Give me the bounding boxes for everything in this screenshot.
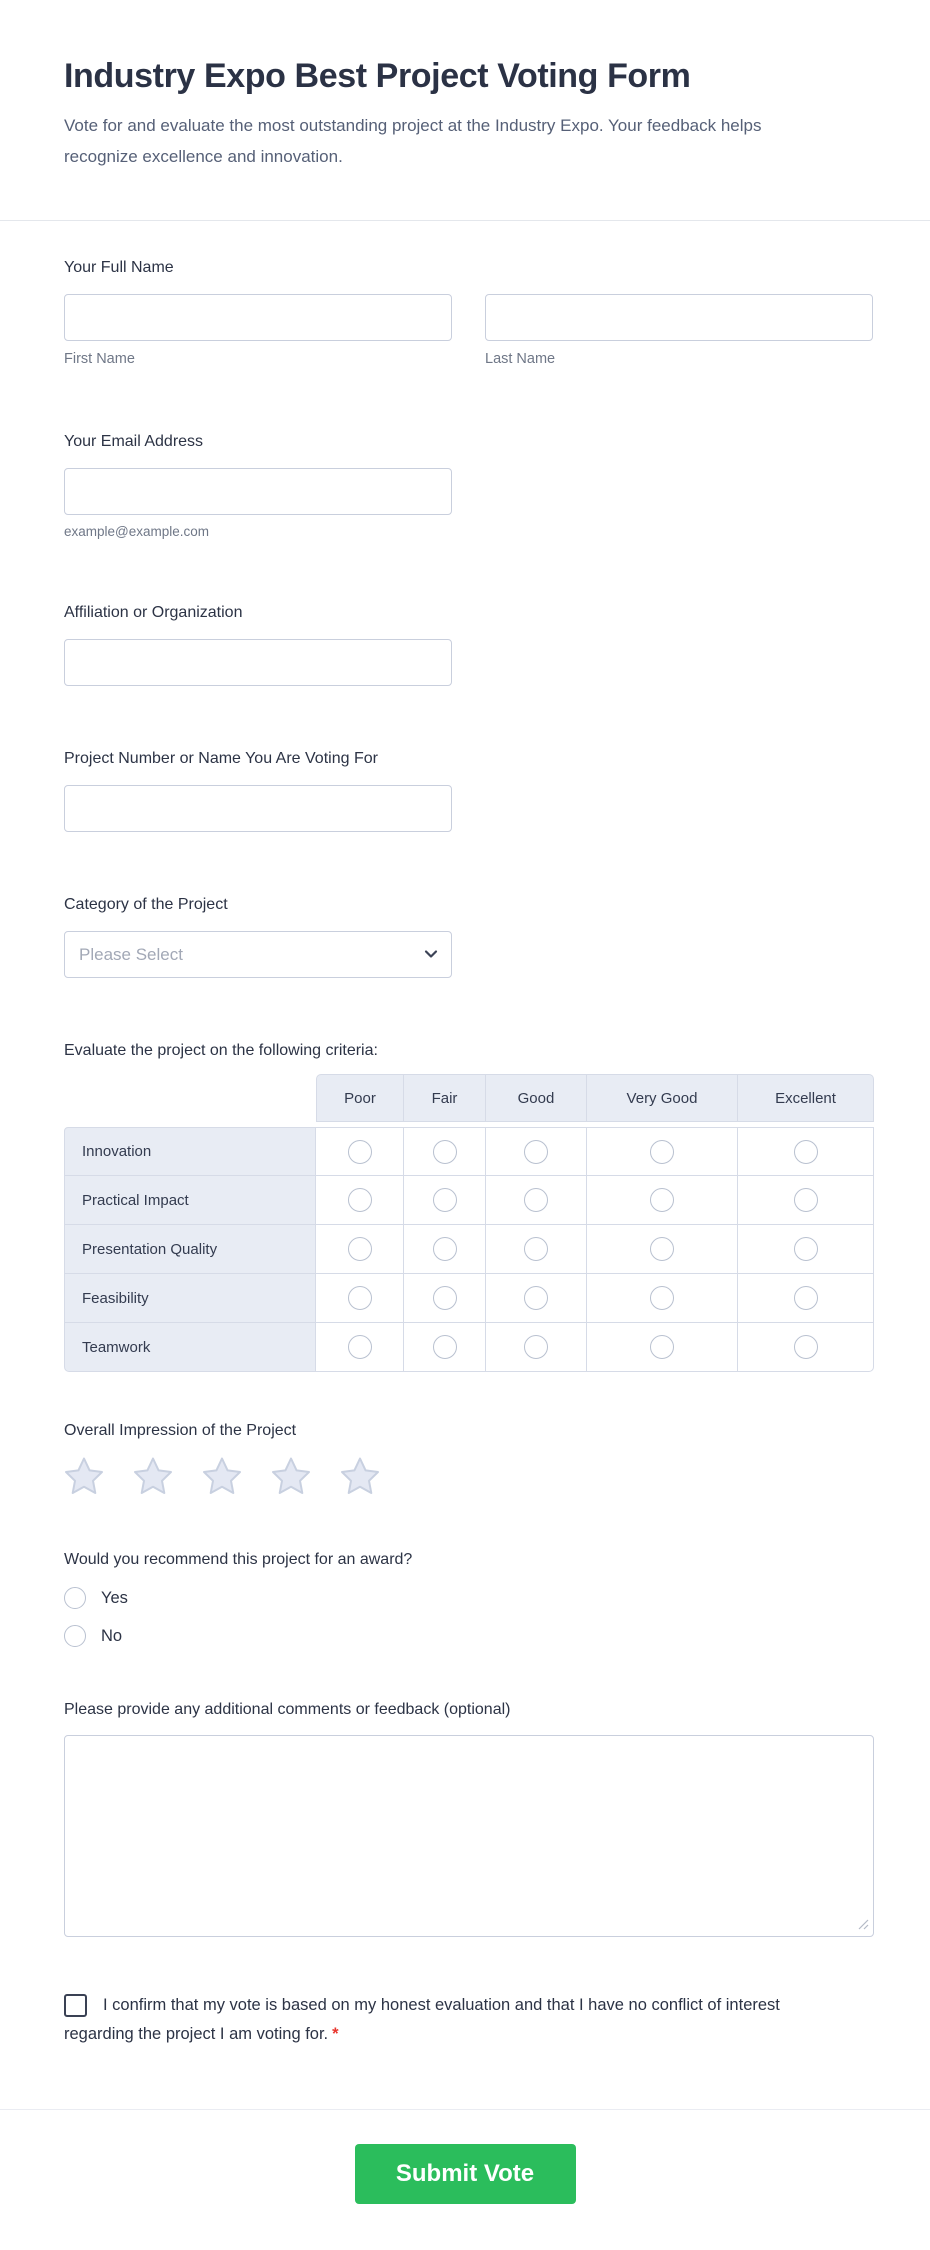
matrix-radio-teamwork-poor[interactable] — [348, 1335, 372, 1359]
matrix-cell-innovation-excellent — [738, 1127, 874, 1176]
matrix-cell-teamwork-poor — [316, 1323, 404, 1372]
field-overall-rating — [64, 1420, 874, 1501]
project-label: Project Number or Name You Are Voting For — [64, 750, 378, 767]
matrix-radio-feasibility-very-good[interactable] — [650, 1286, 674, 1310]
recommend-option-label-no: No — [101, 1626, 123, 1645]
matrix-radio-feasibility-fair[interactable] — [433, 1286, 457, 1310]
matrix-radio-innovation-very-good[interactable] — [650, 1140, 674, 1164]
first-name-input[interactable] — [64, 294, 452, 341]
matrix-cell-practical-impact-good — [486, 1176, 587, 1225]
project-input[interactable] — [64, 785, 452, 832]
matrix-col-header-fair: Fair — [404, 1074, 486, 1122]
matrix-corner-cell — [64, 1074, 316, 1122]
form-title: Industry Expo Best Project Voting Form — [64, 57, 691, 95]
matrix-row-label-practical-impact: Practical Impact — [64, 1176, 316, 1225]
matrix-radio-presentation-quality-very-good[interactable] — [650, 1237, 674, 1261]
matrix-radio-presentation-quality-poor[interactable] — [348, 1237, 372, 1261]
category-label: Category of the Project — [64, 896, 228, 913]
field-email — [64, 431, 874, 540]
email-sublabel: example@example.com — [64, 524, 210, 539]
field-comments — [64, 1699, 874, 1937]
star-icon-1[interactable] — [64, 1456, 104, 1501]
matrix-cell-teamwork-fair — [404, 1323, 486, 1372]
confirmation-checkbox[interactable] — [64, 1994, 87, 2017]
last-name-sublabel: Last Name — [485, 351, 556, 367]
matrix-cell-teamwork-excellent — [738, 1323, 874, 1372]
matrix-cell-presentation-quality-fair — [404, 1225, 486, 1274]
matrix-row-label-innovation: Innovation — [64, 1127, 316, 1176]
matrix-row-innovation — [64, 1127, 874, 1176]
star-icon-2[interactable] — [133, 1456, 173, 1501]
last-name-input[interactable] — [485, 294, 873, 341]
matrix-radio-practical-impact-very-good[interactable] — [650, 1188, 674, 1212]
field-full-name — [64, 257, 874, 369]
recommend-option-label-yes: Yes — [101, 1588, 128, 1607]
matrix-cell-innovation-very-good — [587, 1127, 738, 1176]
matrix-cell-feasibility-good — [486, 1274, 587, 1323]
recommend-radio-yes[interactable] — [64, 1587, 86, 1609]
matrix-cell-practical-impact-fair — [404, 1176, 486, 1225]
form-subtitle: Vote for and evaluate the most outstanding project at the Industry Expo. Your feedback helps recognize excellence and innovation. — [64, 116, 762, 166]
matrix-radio-innovation-poor[interactable] — [348, 1140, 372, 1164]
confirmation-label: I confirm that my vote is based on my honest evaluation and that I have no conflict of interest regarding the project I am voting for. — [64, 1996, 780, 2043]
matrix-radio-innovation-good[interactable] — [524, 1140, 548, 1164]
matrix-radio-presentation-quality-excellent[interactable] — [794, 1237, 818, 1261]
field-category — [64, 894, 874, 978]
form-header — [0, 0, 930, 220]
matrix-cell-practical-impact-excellent — [738, 1176, 874, 1225]
affiliation-label: Affiliation or Organization — [64, 604, 243, 621]
recommend-radio-no[interactable] — [64, 1625, 86, 1647]
matrix-cell-feasibility-poor — [316, 1274, 404, 1323]
matrix-col-header-good: Good — [486, 1074, 587, 1122]
matrix-radio-presentation-quality-fair[interactable] — [433, 1237, 457, 1261]
star-icon-4[interactable] — [271, 1456, 311, 1501]
matrix-radio-teamwork-fair[interactable] — [433, 1335, 457, 1359]
matrix-cell-practical-impact-very-good — [587, 1176, 738, 1225]
matrix-radio-innovation-excellent[interactable] — [794, 1140, 818, 1164]
submit-vote-button[interactable]: Submit Vote — [355, 2144, 576, 2204]
confirmation-text — [64, 1991, 854, 2049]
matrix-radio-teamwork-very-good[interactable] — [650, 1335, 674, 1359]
matrix-radio-teamwork-good[interactable] — [524, 1335, 548, 1359]
matrix-col-header-excellent: Excellent — [738, 1074, 874, 1122]
matrix-radio-practical-impact-excellent[interactable] — [794, 1188, 818, 1212]
star-icon-3[interactable] — [202, 1456, 242, 1501]
star-icon-5[interactable] — [340, 1456, 380, 1501]
field-confirmation — [64, 1991, 874, 2049]
matrix-cell-innovation-poor — [316, 1127, 404, 1176]
matrix-row-label-presentation-quality: Presentation Quality — [64, 1225, 316, 1274]
required-asterisk: * — [332, 2025, 339, 2043]
matrix-row-label-feasibility: Feasibility — [64, 1274, 316, 1323]
email-input[interactable] — [64, 468, 452, 515]
matrix-row-teamwork — [64, 1323, 874, 1372]
matrix-col-header-very-good: Very Good — [587, 1074, 738, 1122]
matrix-radio-innovation-fair[interactable] — [433, 1140, 457, 1164]
rating-label: Overall Impression of the Project — [64, 1422, 297, 1439]
matrix-col-header-poor: Poor — [316, 1074, 404, 1122]
field-evaluation-matrix — [64, 1040, 874, 1372]
matrix-cell-feasibility-very-good — [587, 1274, 738, 1323]
comments-textarea[interactable] — [64, 1735, 874, 1937]
matrix-cell-presentation-quality-very-good — [587, 1225, 738, 1274]
recommend-option-no — [64, 1625, 874, 1647]
matrix-radio-feasibility-good[interactable] — [524, 1286, 548, 1310]
matrix-radio-presentation-quality-good[interactable] — [524, 1237, 548, 1261]
matrix-radio-feasibility-poor[interactable] — [348, 1286, 372, 1310]
matrix-radio-practical-impact-good[interactable] — [524, 1188, 548, 1212]
submit-row — [0, 2110, 930, 2250]
matrix-cell-presentation-quality-excellent — [738, 1225, 874, 1274]
field-project — [64, 748, 874, 832]
matrix-radio-practical-impact-poor[interactable] — [348, 1188, 372, 1212]
matrix-cell-presentation-quality-good — [486, 1225, 587, 1274]
field-affiliation — [64, 602, 874, 686]
category-select[interactable] — [64, 931, 452, 978]
matrix-cell-presentation-quality-poor — [316, 1225, 404, 1274]
recommend-option-yes — [64, 1587, 874, 1609]
matrix-row-practical-impact — [64, 1176, 874, 1225]
form-body — [0, 221, 930, 2049]
full-name-label: Your Full Name — [64, 259, 174, 276]
email-label: Your Email Address — [64, 433, 204, 450]
star-rating — [64, 1456, 874, 1501]
matrix-row-presentation-quality — [64, 1225, 874, 1274]
matrix-row-feasibility — [64, 1274, 874, 1323]
first-name-sublabel: First Name — [64, 351, 135, 367]
matrix-radio-practical-impact-fair[interactable] — [433, 1188, 457, 1212]
matrix-label: Evaluate the project on the following criteria: — [64, 1042, 378, 1059]
field-recommend — [64, 1549, 874, 1647]
matrix-cell-innovation-good — [486, 1127, 587, 1176]
matrix-cell-teamwork-very-good — [587, 1323, 738, 1372]
matrix-cell-feasibility-fair — [404, 1274, 486, 1323]
matrix-row-label-teamwork: Teamwork — [64, 1323, 316, 1372]
affiliation-input[interactable] — [64, 639, 452, 686]
matrix-cell-practical-impact-poor — [316, 1176, 404, 1225]
matrix-cell-teamwork-good — [486, 1323, 587, 1372]
comments-label: Please provide any additional comments or feedback (optional) — [64, 1701, 511, 1718]
matrix-cell-feasibility-excellent — [738, 1274, 874, 1323]
matrix-cell-innovation-fair — [404, 1127, 486, 1176]
matrix-body-table — [64, 1127, 874, 1372]
matrix-header-table — [64, 1074, 874, 1122]
matrix-radio-teamwork-excellent[interactable] — [794, 1335, 818, 1359]
recommend-label: Would you recommend this project for an award? — [64, 1551, 413, 1568]
matrix-radio-feasibility-excellent[interactable] — [794, 1286, 818, 1310]
